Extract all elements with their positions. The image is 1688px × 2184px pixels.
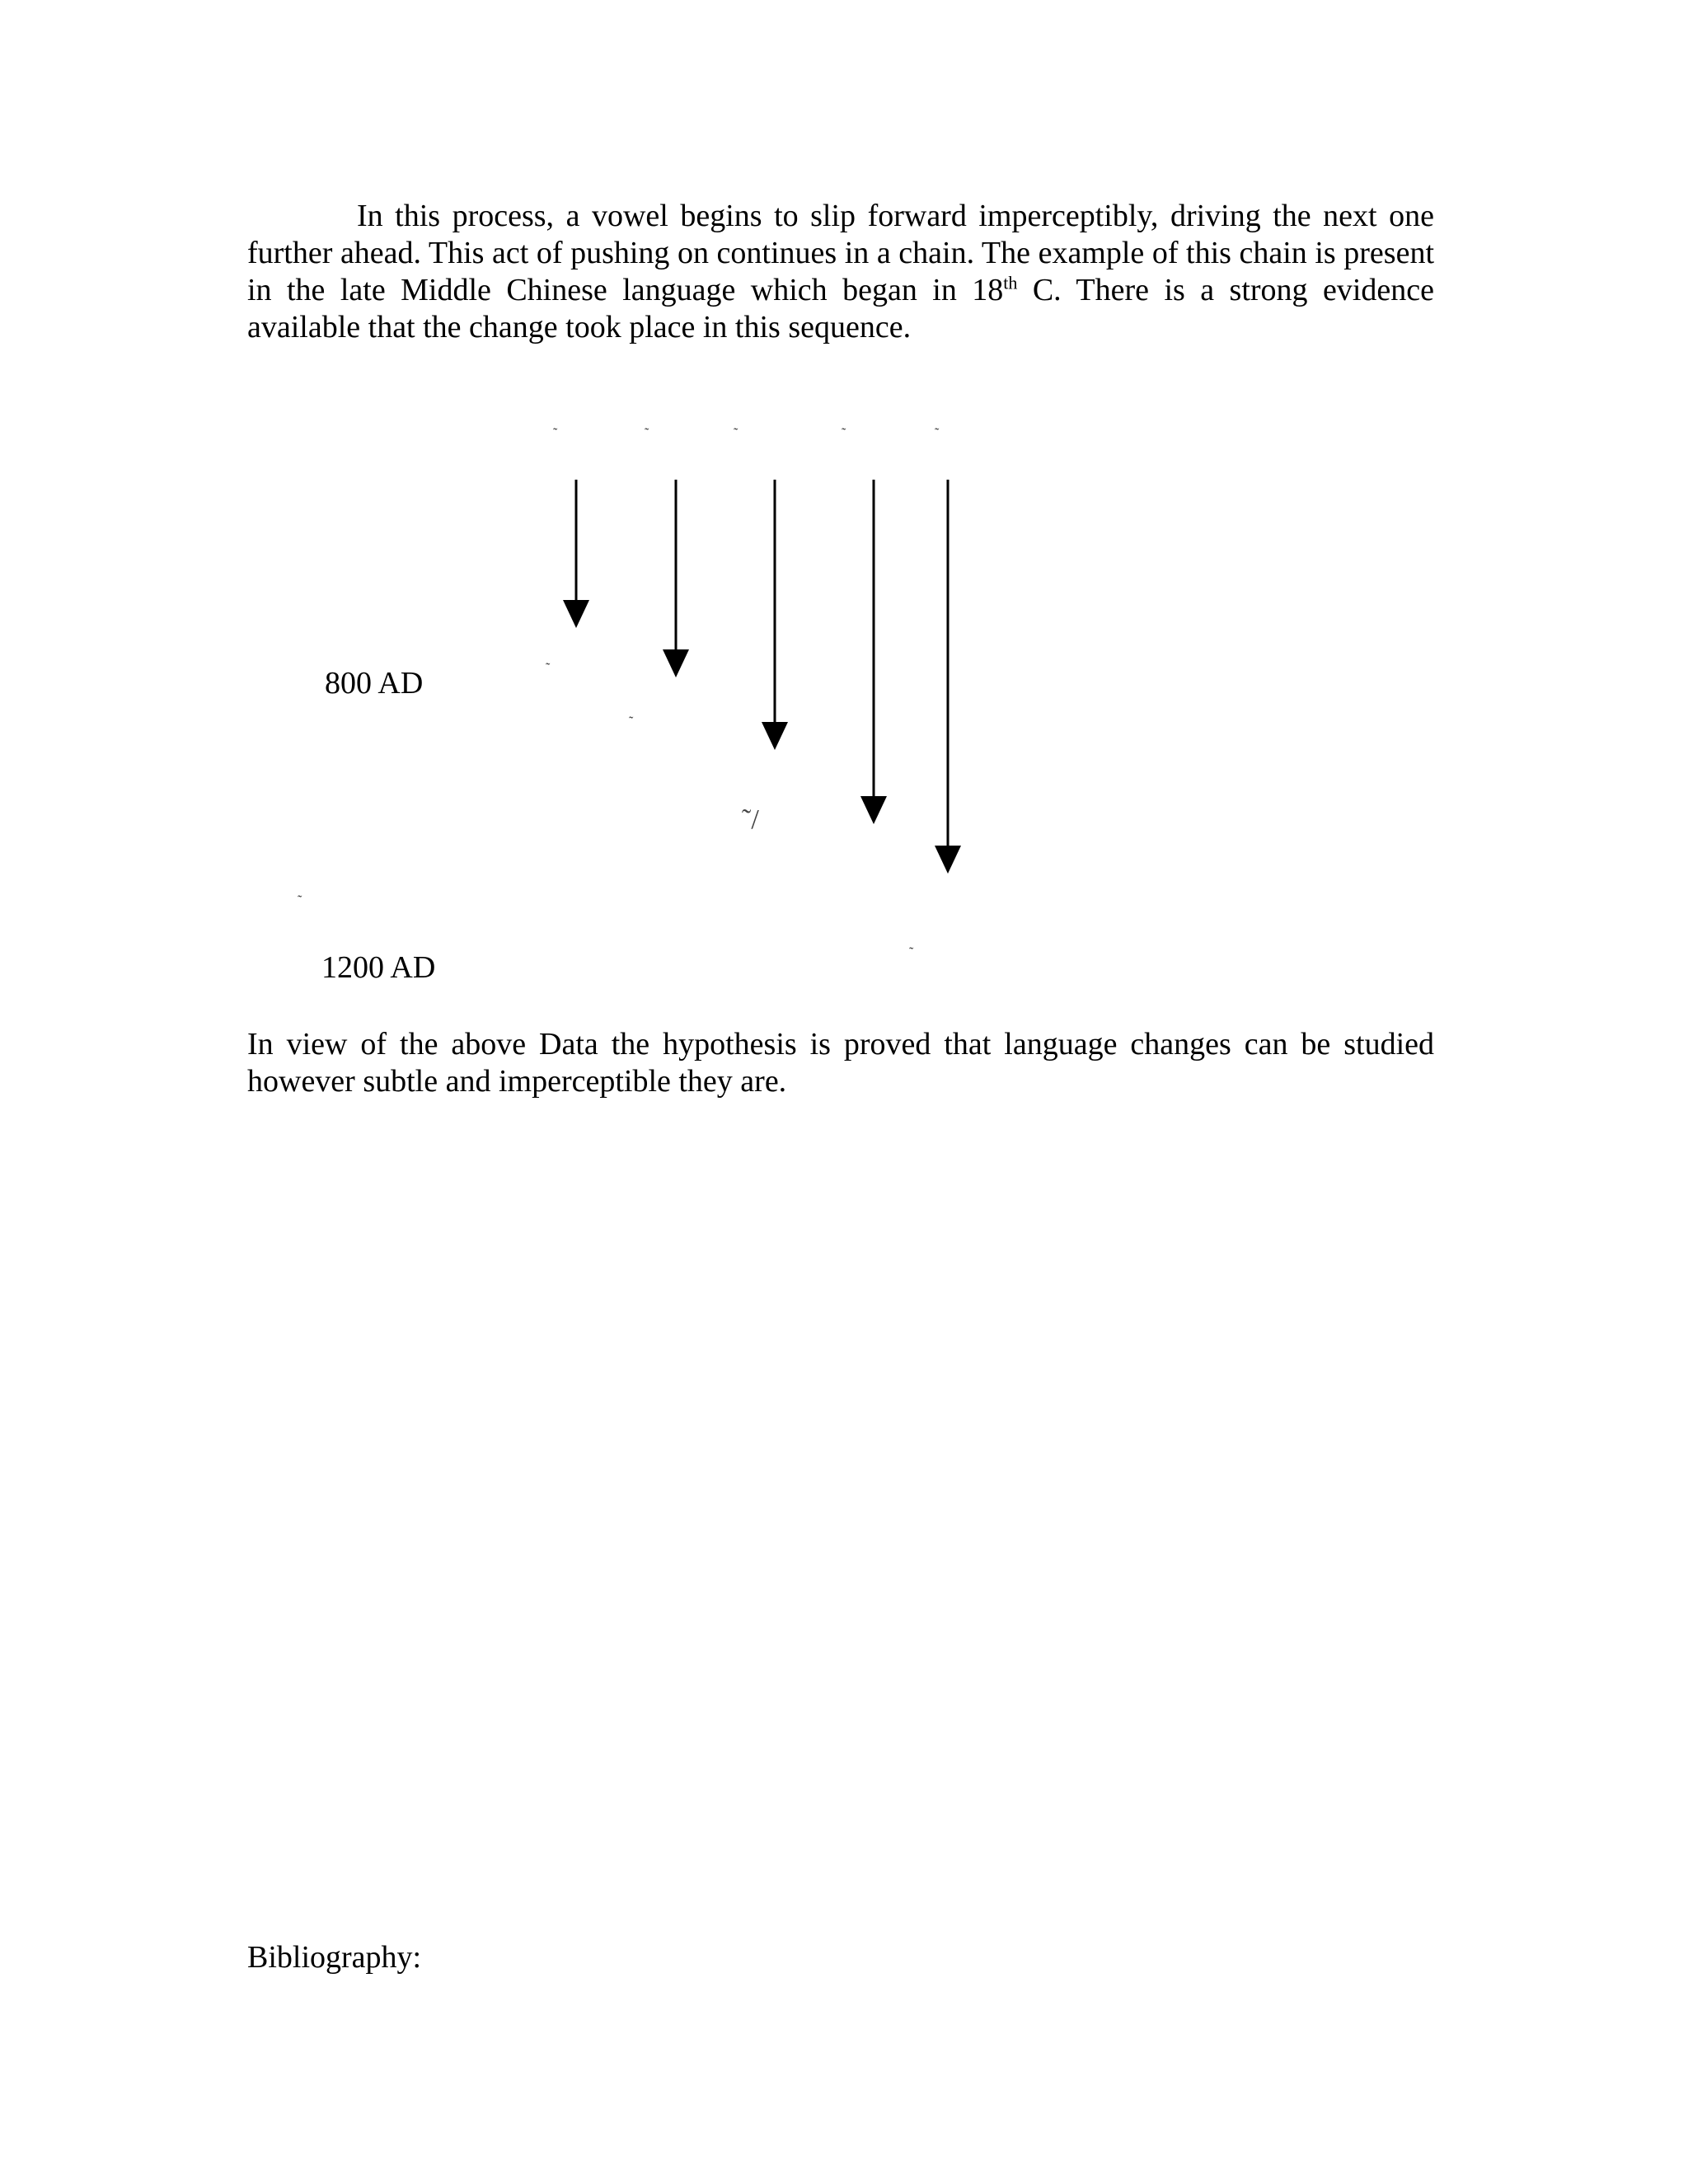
top-mark-4: ˜ xyxy=(842,426,846,440)
top-mark-3: ˜ xyxy=(734,426,738,440)
label-800-ad: 800 AD xyxy=(325,666,424,701)
arrow-4 xyxy=(860,480,887,824)
mid-mark-1: ˜ xyxy=(546,661,551,675)
intro-paragraph-text: In this process, a vowel begins to slip forward imperceptibly, driving the next one further ahead. This act of pushing on continues in a chain. The example of this chain is present in the late Middle Chinese language which began in 18 xyxy=(247,199,1434,307)
left-mark: ˜ xyxy=(298,893,302,907)
intro-paragraph xyxy=(247,198,1434,346)
bibliography-heading: Bibliography: xyxy=(247,1940,422,1975)
arrow-2 xyxy=(663,480,689,677)
bottom-mark: ˜ xyxy=(909,945,914,959)
label-1200-ad: 1200 AD xyxy=(321,950,436,985)
arrow-1 xyxy=(563,480,589,628)
arrow-5 xyxy=(935,480,961,874)
mid-mark-3: ˜/ xyxy=(742,804,759,835)
top-mark-1: ˜ xyxy=(553,426,558,440)
intro-paragraph-text-end: C. There is a strong evidence available that the change took place in this sequence. xyxy=(247,273,1434,344)
arrow-3 xyxy=(762,480,788,750)
top-mark-2: ˜ xyxy=(645,426,649,440)
conclusion-paragraph: In view of the above Data the hypothesis is proved that language changes can be studied however subtle and imperceptible they are. xyxy=(247,1027,1434,1099)
mid-mark-2: ˜ xyxy=(629,715,634,729)
ordinal-suffix: th xyxy=(1003,272,1018,293)
top-mark-5: ˜ xyxy=(935,426,940,440)
